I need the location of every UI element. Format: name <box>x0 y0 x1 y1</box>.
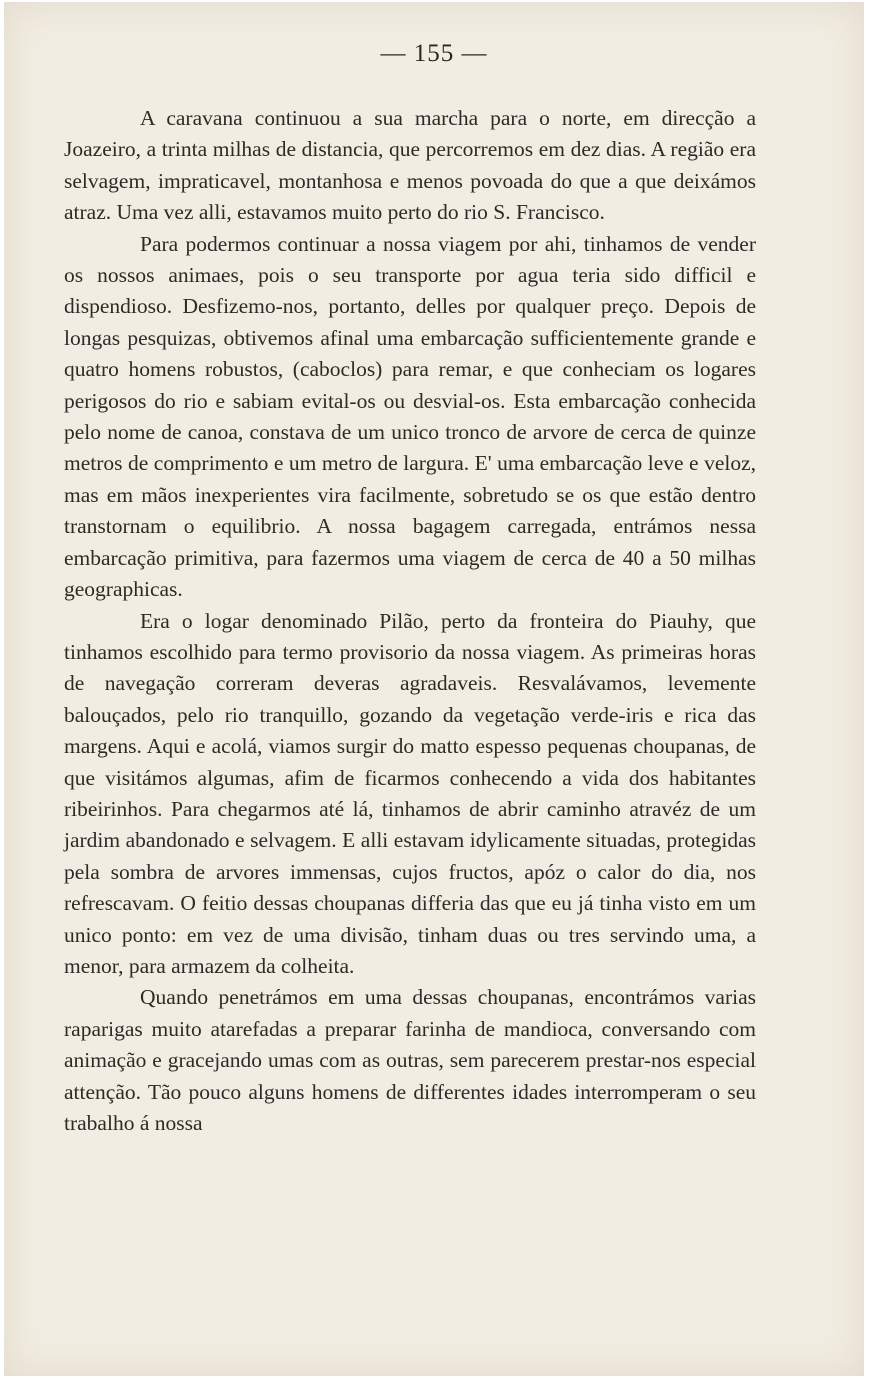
paragraph-4: Quando penetrámos em uma dessas choupanas, encontrámos varias raparigas muito atarefadas a preparar farinha de mandioca, conversando com animação e gracejando umas com as outras, sem parecerem prestar-nos especial attenção. Tão pouco alguns homens de differentes idades interromperam o seu trabalho á nossa <box>64 985 756 1135</box>
paragraph-1: A caravana continuou a sua marcha para o norte, em direcção a Joazeiro, a trinta milhas de distancia, que percorremos em dez dias. A região era selvagem, impraticavel, montanhosa e menos povoada do que a que deixámos atraz. Uma vez alli, estavamos muito perto do rio S. Francisco. <box>64 106 756 225</box>
paragraph-3: Era o logar denominado Pilão, perto da fronteira do Piauhy, que tinhamos escolhido para termo provisorio da nossa viagem. As primeiras horas de navegação correram deveras agradaveis. Resvalávamos, levemente balouçados, pelo rio tranquillo, gozando da vegetação verde-iris e rica das margens. Aqui e acolá, viamos surgir do matto espesso pequenas choupanas, de que visitámos algumas, afim de ficarmos conhecendo a vida dos habitantes ribeirinhos. Para chegarmos até lá, tinhamos de abrir caminho atravéz de um jardim abandonado e selvagem. E alli estavam idylicamente situadas, protegidas pela sombra de arvores immensas, cujos fructos, apóz o calor do dia, nos refrescavam. O feitio dessas choupanas differia das que eu já tinha visto em um unico ponto: em vez de uma divisão, tinham duas ou tres servindo uma, a menor, para armazem da colheita. <box>64 608 756 978</box>
page-number: — 155 — <box>380 40 488 67</box>
body-text <box>64 103 756 1139</box>
book-page <box>4 2 864 1376</box>
paragraph-2: Para podermos continuar a nossa viagem por ahi, tinhamos de vender os nossos animaes, pois o seu transporte por agua teria sido difficil e dispendioso. Desfizemo-nos, portanto, delles por qualquer preço. Depois de longas pesquizas, obtivemos afinal uma embarcação sufficientemente grande e quatro homens robustos, (caboclos) para remar, e que conheciam os logares perigosos do rio e sabiam evital-os ou desvial-os. Esta embarcação conhecida pelo nome de canoa, constava de um unico tronco de arvore de cerca de quinze metros de comprimento e um metro de largura. E' uma embarcação leve e veloz, mas em mãos inexperientes vira facilmente, sobretudo se os que estão dentro transtornam o equilibrio. A nossa bagagem carregada, entrámos nessa embarcação primitiva, para fazermos uma viagem de cerca de 40 a 50 milhas geographicas. <box>64 231 756 602</box>
